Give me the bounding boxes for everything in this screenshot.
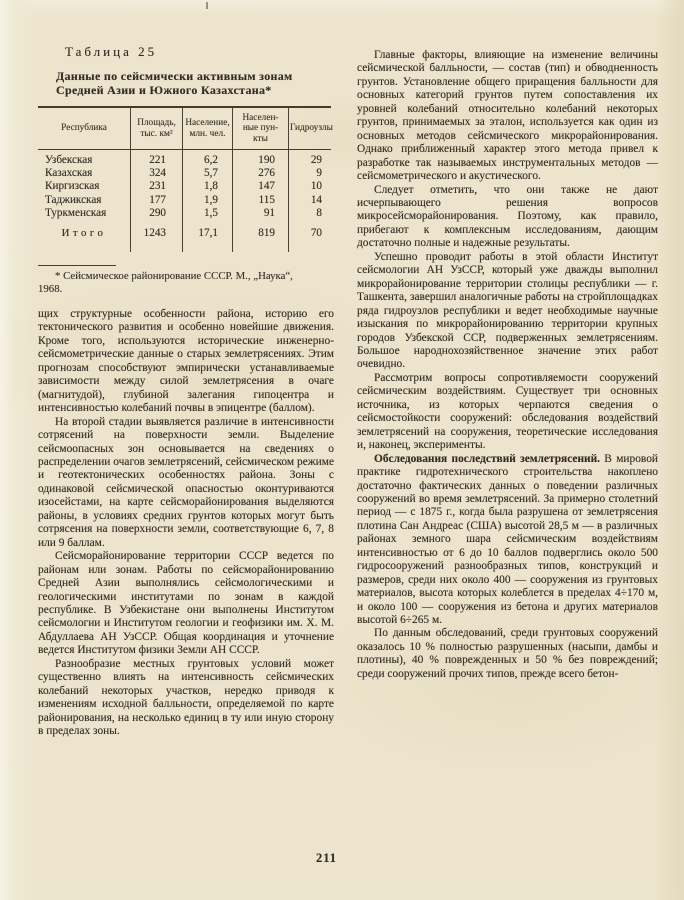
table-cell-republic: Таджикская [45, 193, 102, 206]
footnote-rule [38, 265, 116, 266]
column-header-hydro: Гидроузлы [288, 108, 331, 150]
table-cell-republic: Киргизская [45, 180, 100, 193]
table-cell-hydro: 8 [288, 207, 331, 220]
table-cell-settlements: 115 [232, 194, 288, 207]
survey-text: В мировой практике гидротехнического строительства накоплено достаточно фактических данных о поведении различных сооружений во время землетрясений. За примерно столетний период — с 1875 г., когда была разрушена от землетрясения плотина Сан Андреас (США) высотой 28,5 м — в различных районах земного шара сейсмическим воздействиям интенсивностью от 6 до 10 баллов подверглись около 500 гидросооружений разнообразных типов, конструкций и размеров, среди них около 400 — сооружения из грунтовых материалов, высота которых колеблется в пределах 4÷170 м, и около 100 — сооружения из бетона и других материалов высотой 6÷265 м. [357, 452, 658, 627]
table-cell-hydro: 9 [288, 167, 331, 180]
table-cell-republic: Туркменская [45, 206, 107, 219]
table-cell-hydro: 29 [288, 150, 331, 167]
table-cell-population: 6,2 [182, 150, 232, 167]
page-number: 211 [316, 851, 338, 865]
paragraph: щих структурные особенности района, историю его тектонического развития и особенно новейшие движения. Кроме того, используются исторические инженерно-сейсмометрические данные о старых землетрясениях. Этим прогнозам способствуют эмпирически устанавливаемые зависимости между силой землетрясения в очаге (магнитудой), глубиной залегания гипоцентра и интенсивностью колебаний почвы в эпицентре (баллом). [38, 308, 334, 415]
table-cell-population: 1,9 [182, 194, 232, 207]
column-header-settlements: Населен- ные пун- кты [232, 108, 288, 150]
table-cell-settlements: 147 [232, 180, 288, 193]
survey-paragraph [357, 453, 658, 628]
paragraph: Следует отметить, что они также не дают исчерпывающего решения вопросов микросейсморайонирования. Поэтому, как правило, прибегают к комплексным исследованиям, дающим достаточно полные и надежные результаты. [357, 183, 658, 250]
survey-heading: Обследования последствий землетрясений. [374, 452, 600, 465]
paragraph: Сейсморайонирование территории СССР ведется по районам или зонам. Работы по сейсморайонированию Средней Азии выполнялись сейсмологическими и геологическими институтами по зонам в каждой республике. В Узбекистане они выполнены Институтом сейсмологии и Институтом геологии и геофизики им. Х. М. Абдуллаева АН УзССР. Общая координация и уточнение ведется Институтом физики Земли АН СССР. [38, 550, 334, 657]
table-total-hydro: 70 [288, 227, 331, 252]
paragraph: Главные факторы, влияющие на изменение величины сейсмической балльности, — состав (тип) и обводненность грунтов. Установление общего приращения балльности для основных категорий грунтов путем сопоставления их уровней колебаний относительно колебаний некоторых грунтов, принимаемых за эталон, используется как один из основных методов сейсмического микрорайонирования. Однако приближенный характер этого метода привел к разработке так называемых инструментальных методов — сейсмометрического и акустического. [357, 49, 658, 183]
footnote-line2: 1968. [38, 283, 63, 296]
table-total-area: 1243 [130, 227, 182, 252]
column-header-population: Население, млн. чел. [182, 108, 232, 150]
table-total-label: Итого [61, 227, 107, 240]
table-block [38, 44, 331, 296]
table-cell-population: 5,7 [182, 167, 232, 180]
column-header-republic: Республика [38, 108, 130, 150]
table-cell-republic: Казахская [45, 167, 93, 180]
table-total-settlements: 819 [232, 227, 288, 252]
table-label: Таблица 25 [65, 44, 158, 59]
table-total-population: 17,1 [182, 227, 232, 252]
table-cell-hydro: 14 [288, 194, 331, 207]
table-cell-area: 324 [130, 167, 182, 180]
scan-speck [206, 2, 208, 9]
table-cell-republic: Узбекская [45, 154, 93, 166]
paragraph: Рассмотрим вопросы сопротивляемости сооружений сейсмическим воздействиям. Существует три основных источника, из которых черпаются сведения о сейсмостойкости сооружений: обследования воздействий землетрясений на сооружения, теоретические исследования и, наконец, эксперименты. [357, 371, 658, 452]
table-cell-settlements: 190 [232, 150, 288, 167]
left-column [38, 308, 334, 739]
table-cell-settlements: 276 [232, 167, 288, 180]
paragraph: На второй стадии выявляется различие в интенсивности сотрясений на поверхности земли. Выделение сейсмоопасных зон основывается на сведениях о распределении очагов землетрясений, сейсмическом режиме и геотектонических особенностях района. Зоны с одинаковой сейсмической опасностью оконтуриваются изосейстами, на карте сейсморайонирования выделяются районы, в условиях средних грунтов которых могут быть сотрясения на поверхности земли, соответствующие 6, 7, 8 или 9 баллам. [38, 415, 334, 549]
column-header-area: Площадь, тыс. км² [130, 108, 182, 150]
table-title-line2: Средней Азии и Южного Казахстана* [56, 82, 272, 97]
table-cell-hydro: 10 [288, 180, 331, 193]
table-title-line1: Данные по сейсмически активным зонам [56, 69, 293, 83]
table-cell-area: 177 [130, 194, 182, 207]
data-table [38, 106, 331, 252]
table-cell-area: 231 [130, 180, 182, 193]
paragraph: Успешно проводит работы в этой области Институт сейсмологии АН УзССР, который уже дважды выполнил микрорайонирование территории столицы республики — г. Ташкента, завершил аналогичные работы на стройплощадках ряда гидроузлов республики и ведет необходимые научные изыскания по микрорайонированию территории крупных городов Узбекской ССР, подверженных землетрясениям. Большое народнохозяйственное значение этих работ очевидно. [357, 250, 658, 371]
table-cell-settlements: 91 [232, 207, 288, 220]
table-cell-area: 290 [130, 207, 182, 220]
table-spacer [38, 220, 130, 227]
table-cell-population: 1,5 [182, 207, 232, 220]
table-title [38, 70, 331, 97]
paragraph: По данным обследований, среди грунтовых сооружений оказалось 10 % полностью разрушенных (насыпи, дамбы и плотины), 40 % поврежденных и 50 % без повреждений; среди сооружений прочих типов, прежде всего бетон- [357, 627, 658, 680]
paragraph: Разнообразие местных грунтовых условий может существенно влиять на интенсивность сейсмических колебаний некоторых участков, нередко приводя к изменениям исходной балльности, определяемой по карте районирования, на несколько единиц в ту или иную сторону в пределах зоны. [38, 657, 334, 738]
table-cell-population: 1,8 [182, 180, 232, 193]
table-cell-area: 221 [130, 150, 182, 167]
right-column [357, 49, 658, 681]
table-footnote [38, 270, 331, 296]
footnote-line1: * Сейсмическое районирование СССР. М., „Наука“, [55, 270, 293, 283]
